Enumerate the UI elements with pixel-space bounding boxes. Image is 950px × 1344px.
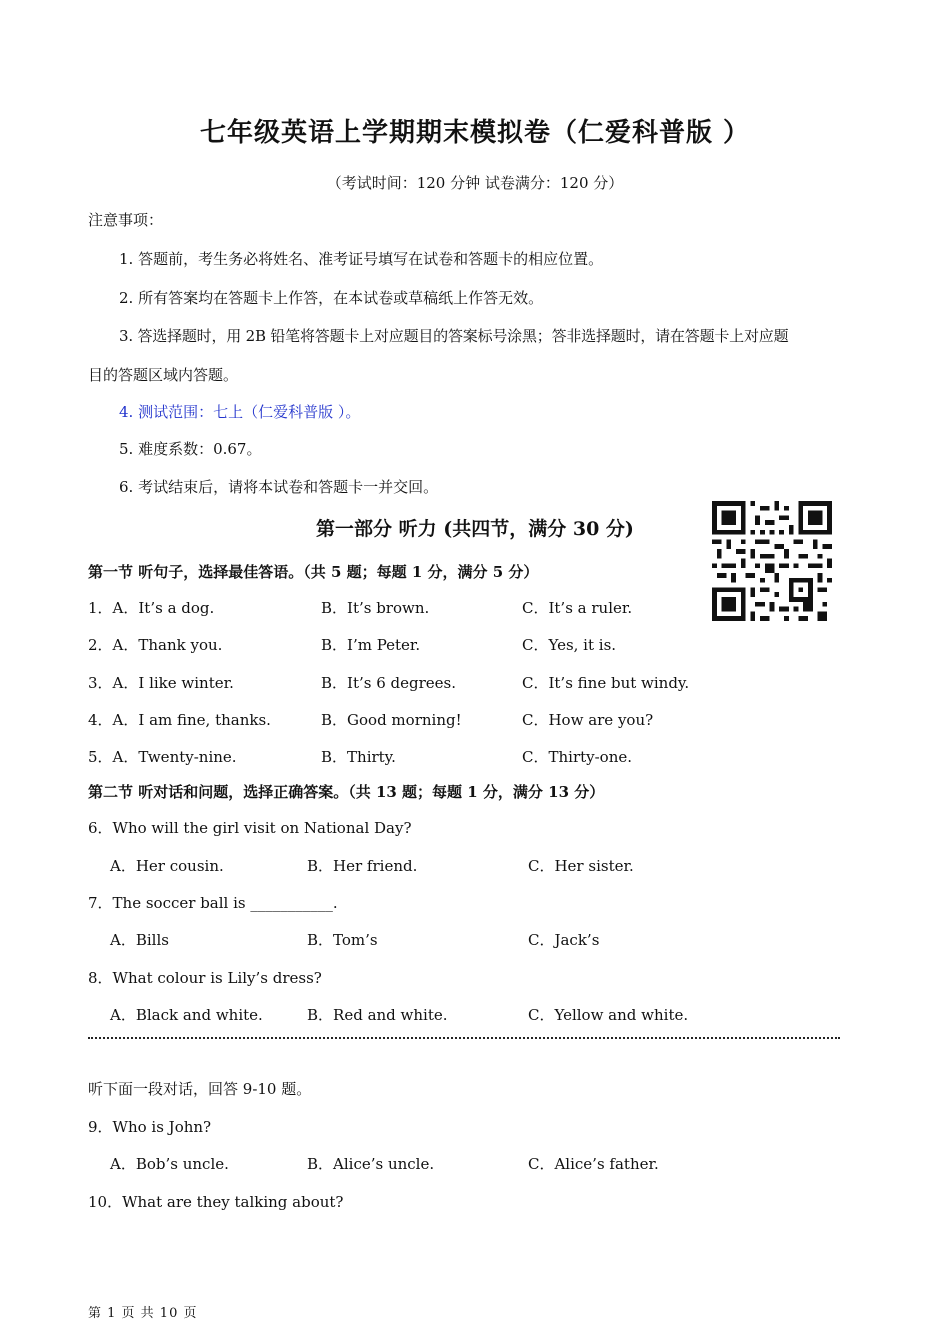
question-text: 6．Who will the girl visit on National Day?: [88, 819, 412, 837]
dotted-divider: [88, 1037, 840, 1039]
option-b: B．Alice’s uncle.: [307, 1155, 435, 1173]
notice-item: 5. 难度系数：0.67。: [119, 440, 262, 458]
option-b: B．It’s 6 degrees.: [321, 674, 456, 692]
question-text: 7．The soccer ball is ___________.: [88, 894, 338, 912]
notice-item: 目的答题区域内答题。: [88, 366, 239, 384]
question-text: 8．What colour is Lily’s dress?: [88, 969, 322, 987]
question-text: 10．What are they talking about?: [88, 1193, 344, 1211]
instruction-text: 听下面一段对话，回答 9-10 题。: [88, 1080, 312, 1098]
qr-code-icon: [712, 500, 832, 622]
option-a: 3．A．I like winter.: [88, 674, 234, 692]
option-b: B．Red and white.: [307, 1006, 448, 1024]
notice-heading: 注意事项：: [88, 211, 164, 229]
exam-info: （考试时间：120 分钟 试卷满分：120 分）: [326, 174, 624, 192]
option-c: C．Thirty-one.: [522, 748, 633, 766]
section-heading: 第二节 听对话和问题，选择正确答案。（共 13 题；每题 1 分，满分 13 分）: [88, 783, 605, 801]
option-b: B．Tom’s: [307, 931, 378, 949]
option-c: C．How are you?: [522, 711, 654, 729]
option-a: 2．A．Thank you.: [88, 636, 223, 654]
page-footer: 第 1 页 共 10 页: [88, 1306, 198, 1321]
section-heading: 第一节 听句子，选择最佳答语。（共 5 题；每题 1 分，满分 5 分）: [88, 563, 539, 581]
option-a: 4．A．I am fine, thanks.: [88, 711, 271, 729]
option-b: B．Good morning!: [321, 711, 462, 729]
option-a: A．Black and white.: [110, 1006, 263, 1024]
option-b: B．Thirty.: [321, 748, 396, 766]
option-c: C．Yes, it is.: [522, 636, 617, 654]
page-title: 七年级英语上学期期末模拟卷（仁爱科普版 ）: [199, 118, 751, 148]
notice-item: 6. 考试结束后，请将本试卷和答题卡一并交回。: [119, 478, 439, 496]
option-c: C．Alice’s father.: [528, 1155, 659, 1173]
option-a: A．Her cousin.: [110, 857, 224, 875]
notice-item: 3. 答选择题时，用 2B 铅笔将答题卡上对应题目的答案标号涂黑；答非选择题时，请在答题卡上对应题: [119, 327, 789, 345]
option-c: C．It’s fine but windy.: [522, 674, 690, 692]
notice-item-scope: 4. 测试范围：七上（仁爱科普版 ）。: [119, 403, 361, 421]
option-c: C．Her sister.: [528, 857, 634, 875]
part-heading: 第一部分 听力 (共四节，满分 30 分): [316, 518, 634, 540]
option-b: B．Her friend.: [307, 857, 418, 875]
option-c: C．It’s a ruler.: [522, 599, 633, 617]
option-a: 5．A．Twenty-nine.: [88, 748, 237, 766]
option-b: B．It’s brown.: [321, 599, 430, 617]
option-c: C．Jack’s: [528, 931, 600, 949]
option-c: C．Yellow and white.: [528, 1006, 689, 1024]
option-a: A．Bills: [110, 931, 169, 949]
option-b: B．I’m Peter.: [321, 636, 421, 654]
notice-item: 1. 答题前，考生务必将姓名、准考证号填写在试卷和答题卡的相应位置。: [119, 250, 604, 268]
question-text: 9．Who is John?: [88, 1118, 212, 1136]
notice-item: 2. 所有答案均在答题卡上作答，在本试卷或草稿纸上作答无效。: [119, 289, 544, 307]
option-a: A．Bob’s uncle.: [110, 1155, 229, 1173]
option-a: 1．A．It’s a dog.: [88, 599, 215, 617]
